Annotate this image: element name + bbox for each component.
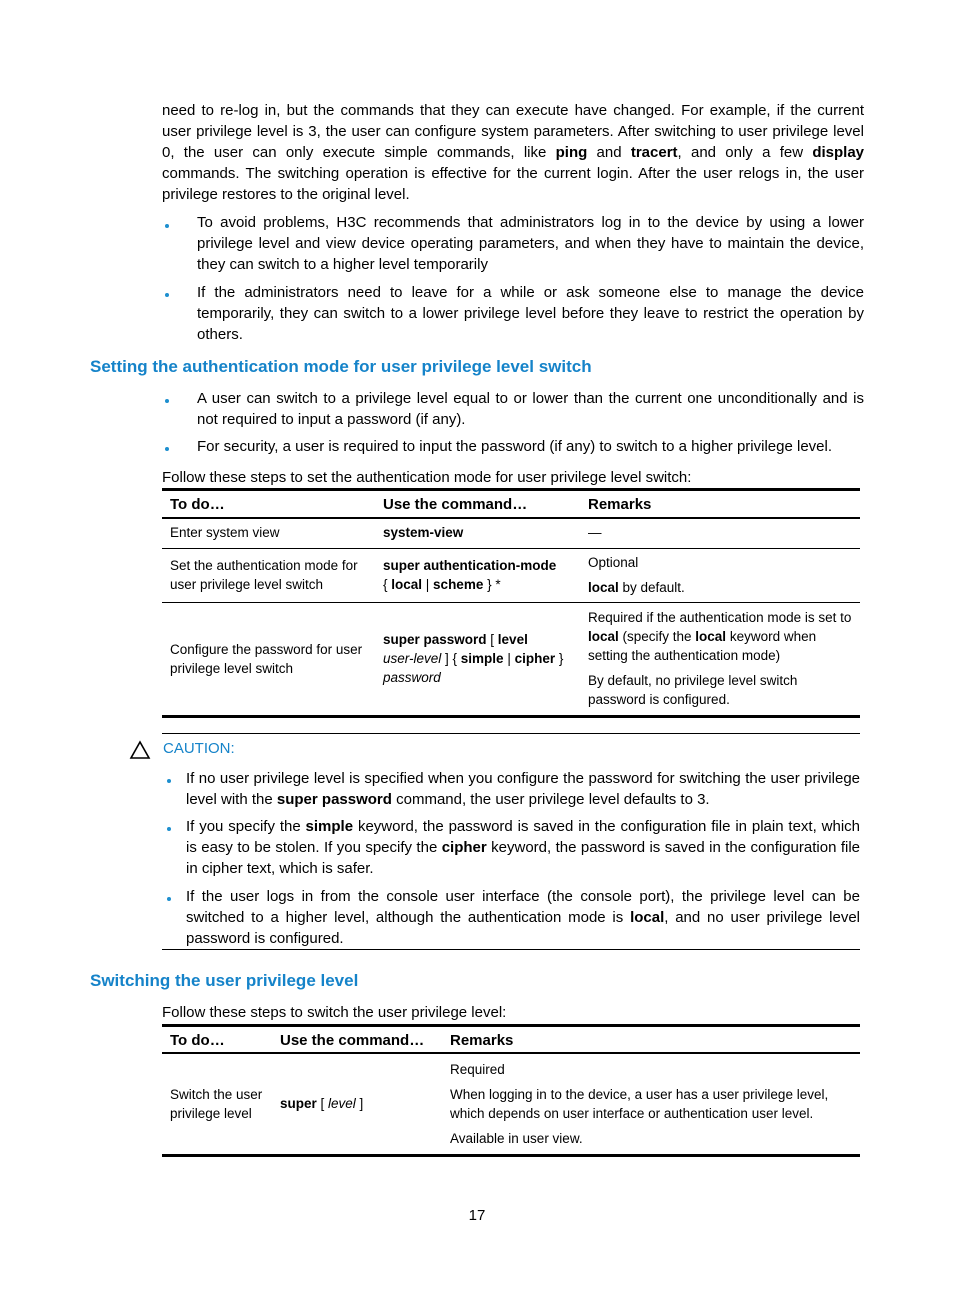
bullet-icon xyxy=(167,827,171,831)
switch-level-table xyxy=(162,1027,860,1154)
cell-todo: Enter system view xyxy=(170,525,280,540)
header-command: Use the command… xyxy=(383,495,528,513)
bullet-icon xyxy=(165,293,169,297)
cell-todo: Configure the password for user privilege level switch xyxy=(170,641,363,676)
section2-lead: Follow these steps to switch the user privilege level: xyxy=(162,1004,507,1021)
header-remarks: Remarks xyxy=(450,1031,514,1049)
cell-command: system-view xyxy=(383,525,464,540)
section1-bullet-2: For security, a user is required to input the password (if any) to switch to a higher privilege level. xyxy=(197,438,833,455)
bullet-icon xyxy=(165,224,169,228)
cell-todo: Set the authentication mode for user privilege level switch xyxy=(170,558,358,592)
cell-command: super authentication-mode { local | scheme } * xyxy=(383,558,557,592)
table-row xyxy=(162,602,860,715)
section1-bullet-1: A user can switch to a privilege level equal to or lower than the current one unconditionally and is not required to input a password (if any). xyxy=(197,390,864,428)
header-todo: To do… xyxy=(170,1031,225,1049)
table-header-row xyxy=(162,491,860,517)
section-heading-switching: Switching the user privilege level xyxy=(90,971,359,990)
cell-remarks: — xyxy=(588,525,602,540)
intro-bullet-2: If the administrators need to leave for a while or ask someone else to manage the device temporarily, they can switch to a lower privilege level before they leave to restrict the operation by others. xyxy=(197,284,864,343)
table-row xyxy=(162,548,860,602)
cell-remarks: Required if the authentication mode is set to local (specify the local keyword when setting the authentication mode) By default, no privilege level switch password is configured. xyxy=(588,610,852,707)
table-header-row xyxy=(162,1027,860,1053)
header-remarks: Remarks xyxy=(588,495,652,513)
caution-bottom-rule xyxy=(162,949,860,950)
bullet-icon xyxy=(165,447,169,451)
cell-remarks: Required When logging in to the device, a user has a user privilege level, which depends on user interface or authentication user level. Available in user view. xyxy=(450,1061,829,1146)
section-heading-auth-mode: Setting the authentication mode for user privilege level switch xyxy=(90,357,592,376)
table-row xyxy=(162,1053,860,1154)
page-number: 17 xyxy=(468,1207,486,1224)
intro-bullet-1: To avoid problems, H3C recommends that administrators log in to the device by using a lower privilege level and view device operating parameters, and when they have to maintain the device, they can switch to a higher level temporarily xyxy=(197,214,864,273)
table-bottom-rule xyxy=(162,715,860,718)
caution-bullet-3: If the user logs in from the console user interface (the console port), the privilege level can be switched to a higher level, although the authentication mode is local, and no user privilege level password is configured. xyxy=(186,888,860,947)
table-row xyxy=(162,517,860,548)
bullet-icon xyxy=(167,897,171,901)
section1-lead: Follow these steps to set the authentication mode for user privilege level switch: xyxy=(162,469,692,486)
table-bottom-rule xyxy=(162,1154,860,1157)
bullet-icon xyxy=(167,779,171,783)
auth-mode-table xyxy=(162,491,860,715)
cell-todo: Switch the user privilege level xyxy=(170,1086,263,1121)
cell-remarks: Optional local by default. xyxy=(588,555,685,595)
caution-bullet-2: If you specify the simple keyword, the password is saved in the configuration file in plain text, which is easy to be stolen. If you specify the cipher keyword, the password is saved in the configuration file in cipher text, which is safer. xyxy=(186,818,860,877)
header-command: Use the command… xyxy=(280,1031,425,1049)
cell-command: super password [ level user-level ] { simple | cipher } password xyxy=(383,632,564,685)
bullet-icon xyxy=(165,399,169,403)
header-todo: To do… xyxy=(170,495,225,513)
intro-paragraph: need to re-log in, but the commands that they can execute have changed. For example, if the current user privilege level is 3, the user can configure system parameters. After switching to user privilege level 0, the user can only execute simple commands, like ping and tracert, and only a few display commands. The switching operation is effective for the current login. After the user relogs in, the user privilege restores to the original level. xyxy=(162,102,864,203)
caution-title: CAUTION: xyxy=(163,740,235,757)
caution-bullet-1: If no user privilege level is specified when you configure the password for switching the user privilege level with the super password command, the user privilege level defaults to 3. xyxy=(186,770,860,808)
caution-top-rule xyxy=(162,733,860,734)
caution-icon xyxy=(129,740,151,760)
cell-command: super [ level ] xyxy=(280,1096,364,1111)
